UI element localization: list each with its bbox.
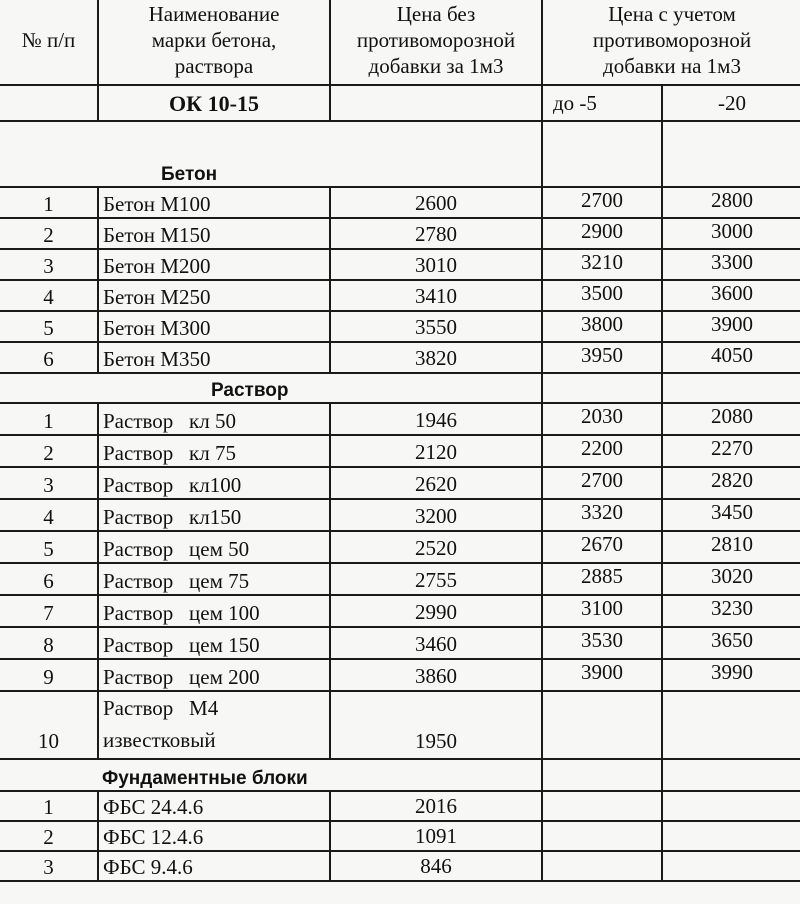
row-name: Раствор цем 75 <box>98 563 330 595</box>
row-price: 846 <box>330 851 542 881</box>
row-price: 2755 <box>330 563 542 595</box>
row-price: 2780 <box>330 218 542 249</box>
header-price: Цена без противоморозной добавки за 1м3 <box>330 0 542 85</box>
row-price-minus20: 2270 <box>662 435 800 467</box>
row-name: Бетон М300 <box>98 311 330 342</box>
row-price-minus5: 3320 <box>542 499 662 531</box>
section-title-rastvor: Раствор <box>0 373 542 403</box>
row-number: 1 <box>0 403 98 435</box>
table-row <box>0 691 800 759</box>
row-price-minus5: 3950 <box>542 342 662 373</box>
row-name: Раствор цем 200 <box>98 659 330 691</box>
table-row <box>0 187 800 218</box>
row-name: Раствор цем 100 <box>98 595 330 627</box>
row-name: Бетон М100 <box>98 187 330 218</box>
row-price-minus5: 3210 <box>542 249 662 280</box>
row-price-minus5: 3500 <box>542 280 662 311</box>
row-price-minus20: 3000 <box>662 218 800 249</box>
row-number: 4 <box>0 499 98 531</box>
row-name: Раствор цем 50 <box>98 531 330 563</box>
table-row <box>0 467 800 499</box>
row-price-minus5: 2700 <box>542 187 662 218</box>
row-name: Раствор кл 75 <box>98 435 330 467</box>
row-price-minus20: 4050 <box>662 342 800 373</box>
row-name-line2: известковый <box>103 728 216 752</box>
row-price-minus5 <box>542 851 662 881</box>
row-price-minus5 <box>542 691 662 759</box>
row-price-minus20 <box>662 791 800 821</box>
row-name: Бетон М350 <box>98 342 330 373</box>
table-row <box>0 342 800 373</box>
row-number: 3 <box>0 249 98 280</box>
subheader-empty <box>0 85 98 121</box>
row-price: 3010 <box>330 249 542 280</box>
section-fbs-row <box>0 759 800 791</box>
row-price-minus20: 2800 <box>662 187 800 218</box>
table-row <box>0 403 800 435</box>
row-name <box>98 691 330 759</box>
section-rastvor-row <box>0 373 800 403</box>
row-price-minus5: 3100 <box>542 595 662 627</box>
row-price-minus20: 3650 <box>662 627 800 659</box>
row-price-minus5: 2700 <box>542 467 662 499</box>
subheader-ok: ОК 10-15 <box>98 85 330 121</box>
row-number: 6 <box>0 563 98 595</box>
row-number: 2 <box>0 821 98 851</box>
row-price-minus20 <box>662 691 800 759</box>
row-name: Бетон М250 <box>98 280 330 311</box>
row-number: 1 <box>0 187 98 218</box>
row-price-minus20: 3300 <box>662 249 800 280</box>
row-price: 1946 <box>330 403 542 435</box>
table-row <box>0 531 800 563</box>
row-number: 5 <box>0 311 98 342</box>
table-row <box>0 218 800 249</box>
row-number: 4 <box>0 280 98 311</box>
row-price-minus20: 3990 <box>662 659 800 691</box>
table-row <box>0 851 800 881</box>
row-price: 3460 <box>330 627 542 659</box>
fbs-rows <box>0 791 800 881</box>
row-number: 2 <box>0 218 98 249</box>
row-price-minus5: 3800 <box>542 311 662 342</box>
row-price-minus20 <box>662 851 800 881</box>
row-name: Бетон М150 <box>98 218 330 249</box>
row-price-minus20: 3900 <box>662 311 800 342</box>
row-price: 2016 <box>330 791 542 821</box>
table-row <box>0 659 800 691</box>
row-price: 3860 <box>330 659 542 691</box>
table-row <box>0 435 800 467</box>
row-number: 1 <box>0 791 98 821</box>
header-price-with-additive: Цена с учетом противоморозной добавки на 1м3 <box>542 0 800 85</box>
row-price-minus5 <box>542 791 662 821</box>
table-row <box>0 595 800 627</box>
header-row <box>0 0 800 85</box>
row-number: 10 <box>0 691 98 759</box>
section-beton-row <box>0 121 800 187</box>
row-name: ФБС 9.4.6 <box>98 851 330 881</box>
row-number: 3 <box>0 851 98 881</box>
header-num: № п/п <box>0 0 98 85</box>
row-price: 2520 <box>330 531 542 563</box>
subheader-row <box>0 85 800 121</box>
row-name: ФБС 12.4.6 <box>98 821 330 851</box>
row-price: 3550 <box>330 311 542 342</box>
section-title-beton: Бетон <box>98 121 542 187</box>
row-price: 3820 <box>330 342 542 373</box>
row-price-minus20: 3450 <box>662 499 800 531</box>
row-name-line1: Раствор М4 <box>103 696 219 720</box>
table-row <box>0 249 800 280</box>
section-title-fbs: Фундаментные блоки <box>98 759 542 791</box>
row-price: 3410 <box>330 280 542 311</box>
row-price-minus5: 2030 <box>542 403 662 435</box>
row-price-minus5: 2885 <box>542 563 662 595</box>
beton-rows <box>0 187 800 373</box>
row-price: 2990 <box>330 595 542 627</box>
row-number: 6 <box>0 342 98 373</box>
row-price-minus5: 2200 <box>542 435 662 467</box>
row-price-minus20: 3230 <box>662 595 800 627</box>
row-number: 5 <box>0 531 98 563</box>
row-price: 1950 <box>330 691 542 759</box>
row-number: 9 <box>0 659 98 691</box>
subheader-empty-price <box>330 85 542 121</box>
row-price-minus5: 3530 <box>542 627 662 659</box>
row-name: Раствор кл150 <box>98 499 330 531</box>
row-price: 2600 <box>330 187 542 218</box>
header-name: Наименование марки бетона, раствора <box>98 0 330 85</box>
row-price-minus5: 3900 <box>542 659 662 691</box>
row-number: 2 <box>0 435 98 467</box>
row-number: 7 <box>0 595 98 627</box>
row-price-minus5: 2900 <box>542 218 662 249</box>
row-name: Раствор кл100 <box>98 467 330 499</box>
row-price: 3200 <box>330 499 542 531</box>
row-price-minus5 <box>542 821 662 851</box>
table-row <box>0 280 800 311</box>
row-price: 2120 <box>330 435 542 467</box>
table-row <box>0 627 800 659</box>
table-row <box>0 311 800 342</box>
row-number: 3 <box>0 467 98 499</box>
row-name: Раствор цем 150 <box>98 627 330 659</box>
row-price-minus20 <box>662 821 800 851</box>
row-price-minus20: 2820 <box>662 467 800 499</box>
row-name: ФБС 24.4.6 <box>98 791 330 821</box>
table-row <box>0 791 800 821</box>
row-number: 8 <box>0 627 98 659</box>
row-price-minus20: 2810 <box>662 531 800 563</box>
row-price-minus20: 3020 <box>662 563 800 595</box>
row-price-minus20: 2080 <box>662 403 800 435</box>
rastvor-rows <box>0 403 800 691</box>
row-name: Раствор кл 50 <box>98 403 330 435</box>
row-price: 2620 <box>330 467 542 499</box>
table-row <box>0 563 800 595</box>
subheader-minus20: -20 <box>662 85 800 121</box>
table-row <box>0 821 800 851</box>
row-price-minus5: 2670 <box>542 531 662 563</box>
table-row <box>0 499 800 531</box>
subheader-to-minus5: до -5 <box>542 85 662 121</box>
row-price-minus20: 3600 <box>662 280 800 311</box>
row-price: 1091 <box>330 821 542 851</box>
row-name: Бетон М200 <box>98 249 330 280</box>
